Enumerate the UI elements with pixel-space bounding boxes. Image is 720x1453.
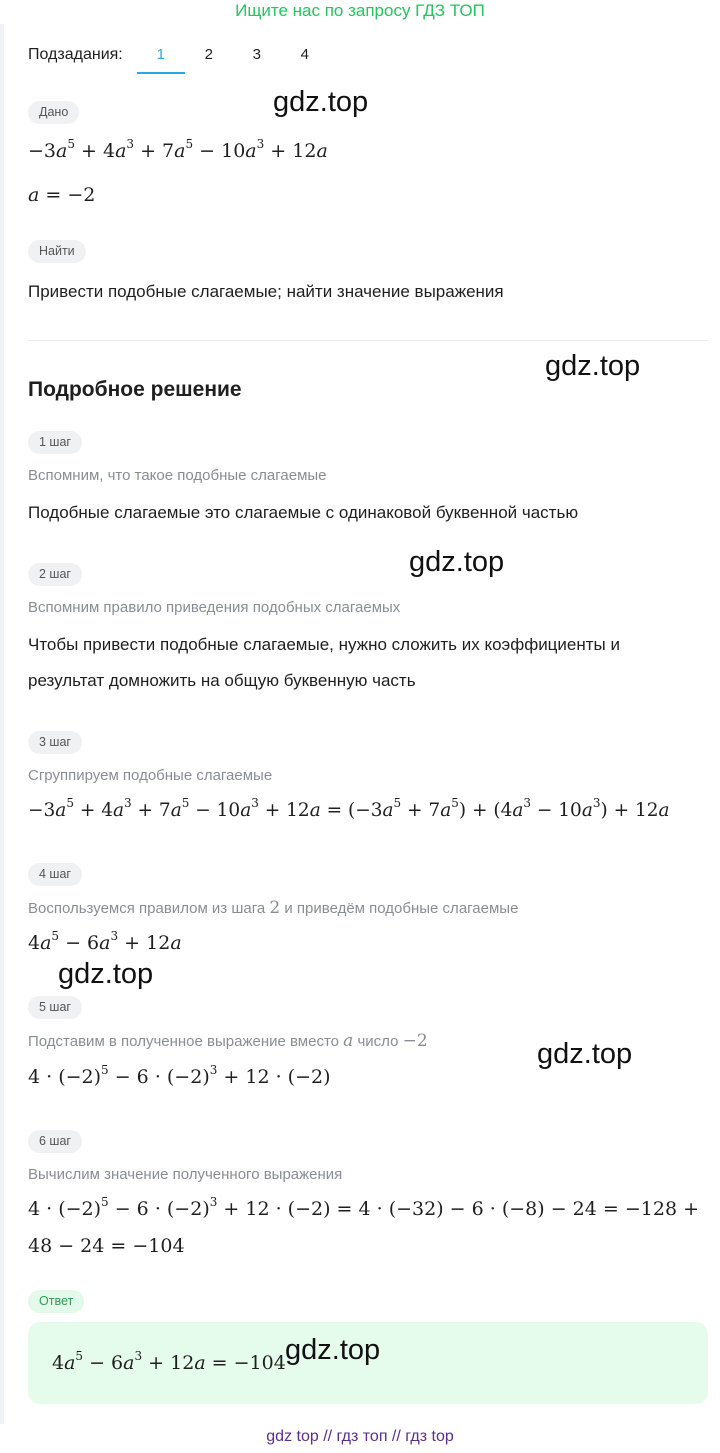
footer-links[interactable]: gdz top // гдз топ // гдз top [266,1428,454,1445]
tab-subtask-4[interactable]: 4 [300,46,309,63]
step-5-pill: 5 шаг [28,996,82,1019]
given-pill: Дано [28,101,79,124]
answer-math: $4a^5 - 6a^3 + 12a = -104$ [52,1349,286,1374]
step-3-math: $-3a^5 + 4a^3 + 7a^5 - 10a^3 + 12a = (-3a^5 + 7a^5) + (4a^3 - 10a^3) + 12a$ [28,796,670,821]
solution-title: Подробное решение [28,378,242,401]
watermark: gdz.top [273,86,369,118]
step-4-pill: 4 шаг [28,863,82,886]
tab-subtask-3[interactable]: 3 [252,46,261,63]
step-1-hint: Вспомним, что такое подобные слагаемые [28,467,327,484]
section-divider [28,340,708,341]
search-banner[interactable]: Ищите нас по запросу ГДЗ ТОП [235,1,485,20]
find-text: Привести подобные слагаемые; найти значение выражения [28,282,504,301]
given-expression: $-3a^5 + 4a^3 + 7a^5 - 10a^3 + 12a$ [28,137,328,162]
watermark: gdz.top [58,958,154,990]
watermark: gdz.top [545,350,641,382]
step-2-hint: Вспомним правило приведения подобных слагаемых [28,599,401,616]
given-value: a = −2 [28,184,96,206]
tab-subtask-2[interactable]: 2 [204,46,213,63]
watermark: gdz.top [409,546,505,578]
step-6-math-line2: 48 − 24 = −104 [28,1235,185,1257]
find-pill: Найти [28,240,86,263]
step-2-text-line1: Чтобы привести подобные слагаемые, нужно сложить их коэффициенты и [28,635,620,654]
step-4-math: $4a^5 - 6a^3 + 12a$ [28,929,182,954]
left-edge-bar [0,24,4,1424]
step-1-text: Подобные слагаемые это слагаемые с одинаковой буквенной частью [28,503,579,522]
step-6-pill: 6 шаг [28,1130,82,1153]
step-6-hint: Вычислим значение полученного выражения [28,1166,343,1183]
step-4-hint: Воспользуемся правилом из шага 2 и приведём подобные слагаемые [28,898,519,918]
step-5-math: $4 \cdot (-2)^5 - 6 \cdot (-2)^3 + 12 \cdot (-2)$ [28,1063,331,1088]
tab-subtask-1[interactable]: 1 [137,44,185,74]
step-5-hint: Подставим в полученное выражение вместо a число −2 [28,1031,428,1051]
step-2-text-line2: результат домножить на общую буквенную часть [28,671,416,690]
watermark: gdz.top [537,1038,633,1070]
subtask-tabs [28,44,329,76]
subtasks-label: Подзадания: [28,46,123,63]
step-1-pill: 1 шаг [28,431,82,454]
watermark: gdz.top [285,1334,381,1366]
step-3-pill: 3 шаг [28,731,82,754]
step-6-math-line1: $4 \cdot (-2)^5 - 6 \cdot (-2)^3 + 12 \cdot (-2) = 4 \cdot (-32) - 6 \cdot (-8) - 24 = -128$ + [28,1195,699,1220]
step-3-hint: Сгруппируем подобные слагаемые [28,767,273,784]
step-2-pill: 2 шаг [28,563,82,586]
answer-pill: Ответ [28,1290,84,1313]
